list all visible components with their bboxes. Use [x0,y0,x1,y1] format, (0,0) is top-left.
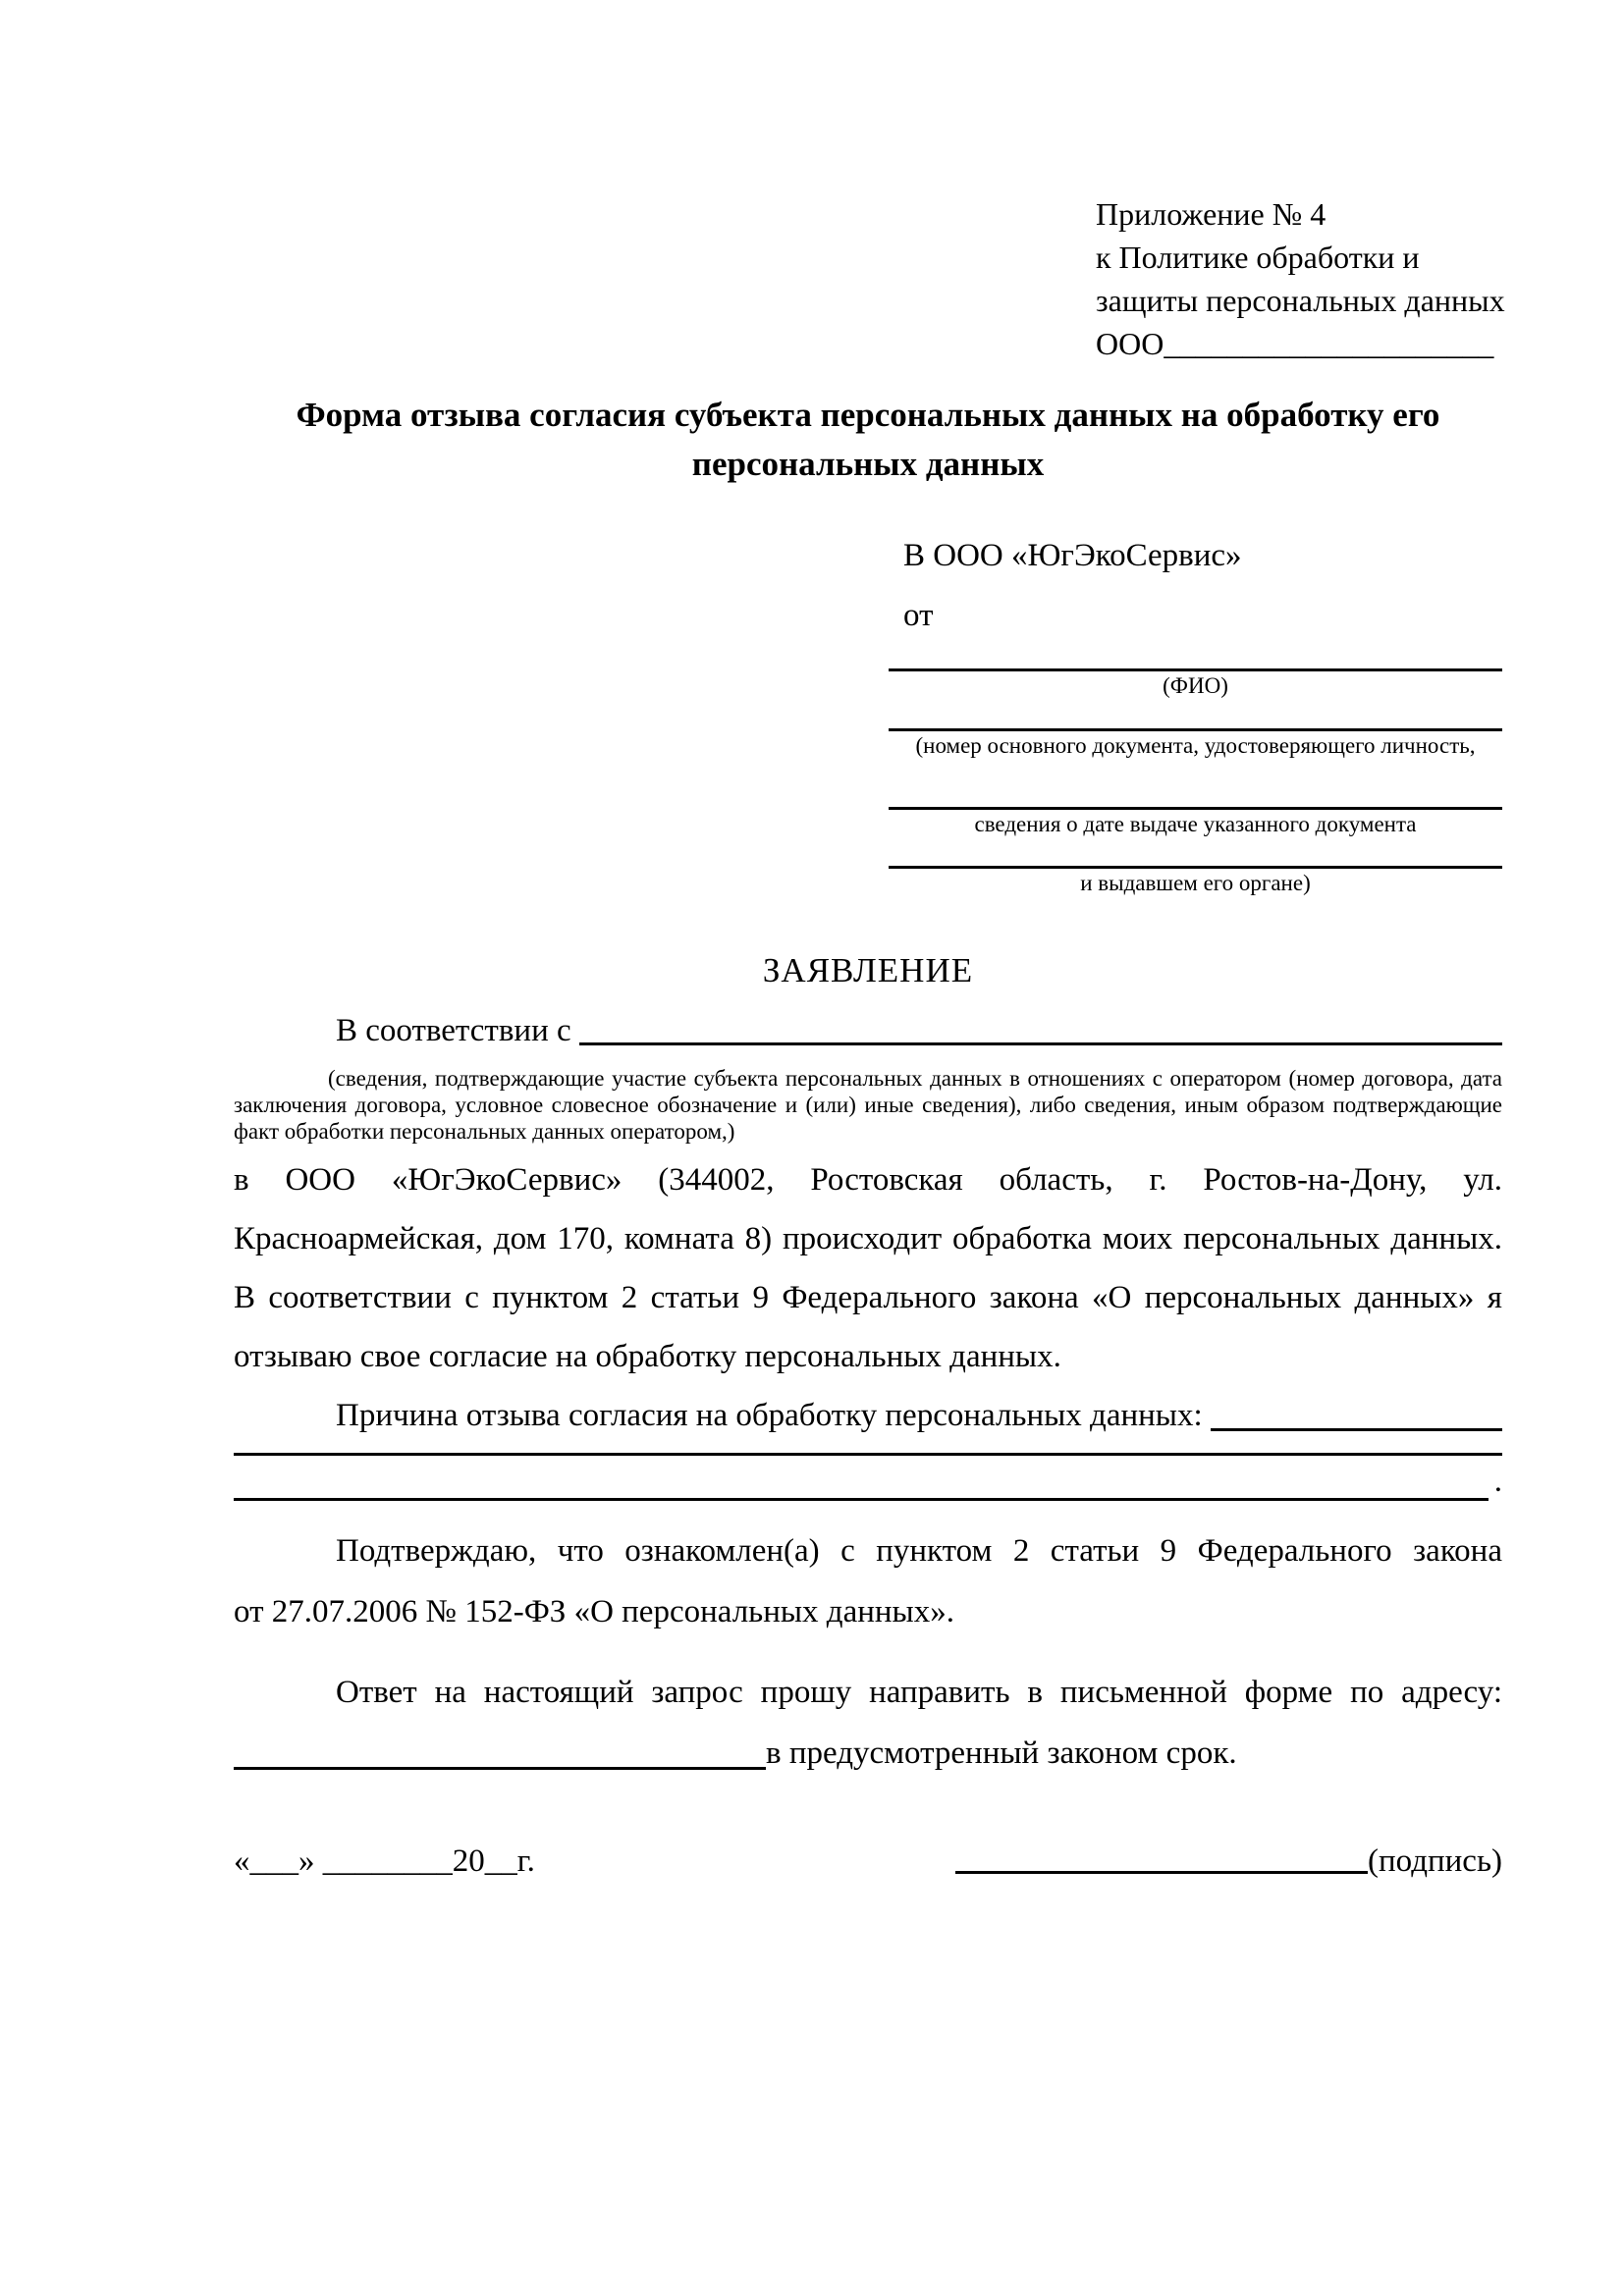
document-title: Форма отзыва согласия субъекта персональных данных на обработку его персональных данных [296,396,1440,483]
signature-caption: (подпись) [1368,1843,1502,1879]
appendix-line: защиты персональных данных [1096,283,1505,318]
date-blank-line: «___» ________20__г. [234,1843,535,1879]
accordance-row [234,1008,1502,1053]
signature-group [955,1839,1502,1884]
fio-caption: (ФИО) [1163,673,1228,698]
response-tail: в предусмотренный законом срок. [766,1735,1237,1771]
appendix-line: Приложение № 4 [1096,196,1326,232]
reason-row [234,1386,1502,1445]
confirm-paragraph-line-2: от 27.07.2006 № 152-ФЗ «О персональных данных». [234,1594,954,1629]
doc-date-caption: сведения о дате выдаче указанного документа [974,812,1417,836]
accordance-blank-line [579,1042,1502,1045]
reason-terminator-row [234,1456,1502,1507]
accordance-lead: В соответствии с [336,1013,571,1048]
accordance-caption: (сведения, подтверждающие участие субъекта персональных данных в отношениях с оператором (номер договора, дата заключения договора, условное словесное обозначение и (или) иные сведения), либо сведения, иным образом подтверждающие факт обработки персональных данных оператором,) [234,1066,1502,1144]
response-row [234,1723,1502,1784]
reason-blank-line-3 [234,1498,1489,1501]
statement-heading: ЗАЯВЛЕНИЕ [762,951,974,989]
reason-blank-line-2 [234,1445,1502,1456]
reason-lead: Причина отзыва согласия на обработку персональных данных: [336,1398,1203,1433]
appendix-block [1096,192,1505,365]
appendix-company-blank: ООО_____________________ [1096,326,1494,361]
reason-blank-line-1 [1211,1428,1502,1431]
doc-number-caption: (номер основного документа, удостоверяющего личность, [915,733,1476,758]
response-lead: Ответ на настоящий запрос прошу направить в письменной форме по адресу: [336,1675,1502,1710]
body-paragraph: в ООО «ЮгЭкоСервис» (344002, Ростовская область, г. Ростов-на-Дону, ул. Красноармейская, дом 170, комната 8) происходит обработка моих персональных данных. В соответствии с пунктом 2 статьи 9 Федерального закона «О персональных данных» я отзываю свое согласие на обработку персональных данных. [234,1162,1502,1374]
addressee-block [889,534,1502,898]
reason-terminator: . [1493,1464,1502,1499]
footer-row [234,1839,1502,1884]
confirm-paragraph-line-1: Подтверждаю, что ознакомлен(а) с пунктом 2 статьи 9 Федерального закона [336,1533,1502,1569]
addressee-from-label: от [903,598,934,633]
appendix-line: к Политике обработки и [1096,240,1420,275]
signature-blank-line [955,1871,1368,1874]
addressee-company: В ООО «ЮгЭкоСервис» [903,538,1242,573]
response-address-blank-line [234,1767,766,1770]
doc-issuer-caption: и выдавшем его органе) [1080,871,1311,895]
